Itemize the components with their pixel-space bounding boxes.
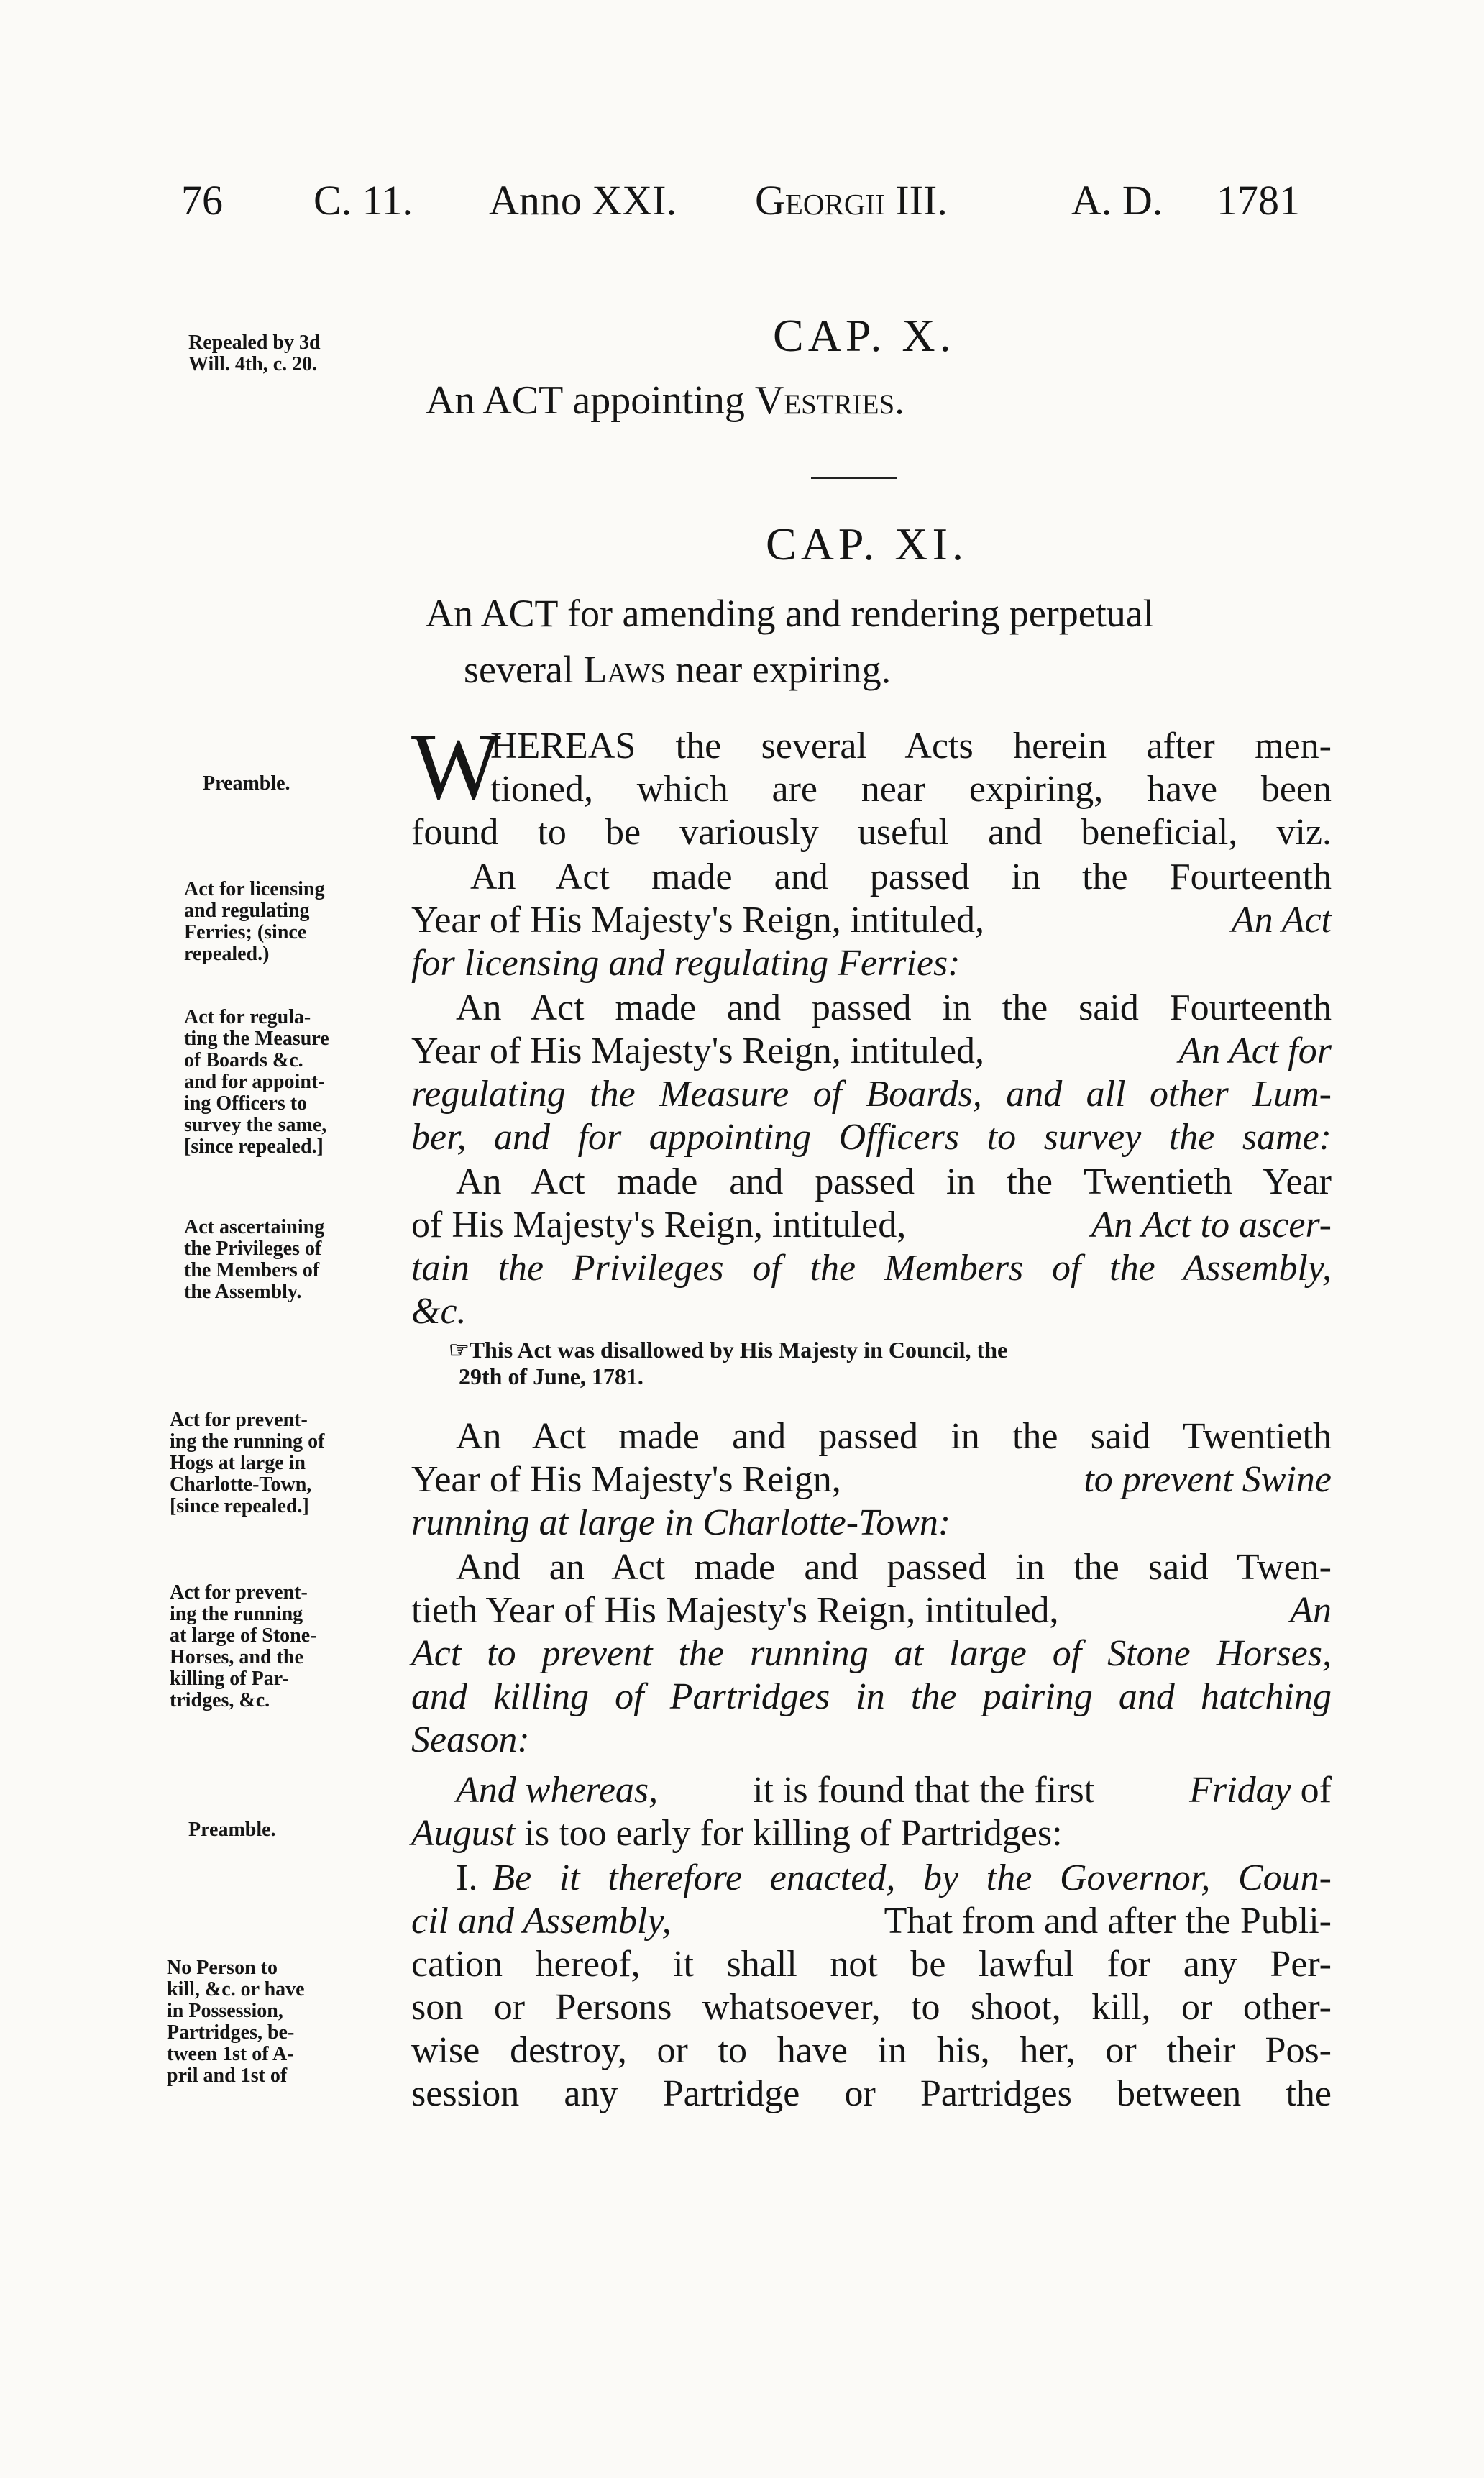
margin-ferries bbox=[184, 879, 324, 965]
act-line bbox=[411, 1204, 1332, 1246]
margin-line: Ferries; (since bbox=[184, 921, 307, 943]
text: Year of His Majesty's Reign, intituled, bbox=[411, 1030, 985, 1071]
act-line: Season: bbox=[411, 1719, 530, 1760]
margin-line: tween 1st of A- bbox=[167, 2043, 294, 2065]
margin-preamble-2: Preamble. bbox=[188, 1819, 276, 1841]
cap-xi-heading: CAP. XI. bbox=[766, 518, 968, 570]
act-line: ber, and for appointing Officers to survey the same: bbox=[411, 1117, 1332, 1158]
body-text bbox=[411, 0, 1332, 2478]
margin-line: the Members of bbox=[184, 1259, 320, 1281]
act-line: An Act made and passed in the said Fourteenth bbox=[456, 987, 1332, 1028]
year: 1781 bbox=[1217, 177, 1300, 224]
margin-line: Act ascertaining bbox=[184, 1216, 325, 1238]
margin-line: repealed.) bbox=[184, 943, 270, 965]
margin-line: Horses, and the bbox=[170, 1646, 303, 1668]
margin-line: survey the same, bbox=[184, 1114, 327, 1136]
margin-line: Hogs at large in bbox=[170, 1452, 306, 1474]
margin-line: killing of Par- bbox=[170, 1668, 289, 1690]
margin-line: the Privileges of bbox=[184, 1238, 322, 1260]
title-text: several bbox=[464, 648, 574, 691]
margin-line: [since repealed.] bbox=[170, 1495, 309, 1517]
margin-line: ing the running bbox=[170, 1603, 303, 1625]
italic-text: cil and Assembly, bbox=[411, 1901, 672, 1942]
italic-text: An bbox=[1290, 1590, 1332, 1631]
act-line: for licensing and regulating Ferries: bbox=[411, 943, 961, 984]
text: I. bbox=[456, 1857, 478, 1898]
italic-text: An Act bbox=[1231, 900, 1332, 941]
text: Year of His Majesty's Reign, intituled, bbox=[411, 900, 985, 941]
footnote-line: ☞This Act was disallowed by His Majesty in Council, the bbox=[449, 1337, 1008, 1363]
act-line: tain the Privileges of the Members of the Assembly, bbox=[411, 1248, 1332, 1289]
act-line: &c. bbox=[411, 1291, 467, 1332]
margin-line: and for appoint- bbox=[184, 1071, 325, 1093]
margin-line: Act for prevent- bbox=[170, 1409, 308, 1431]
margin-line: ing Officers to bbox=[184, 1092, 308, 1115]
italic-text: Be it therefore enacted, by the Governor, Coun- bbox=[492, 1857, 1332, 1898]
margin-assembly bbox=[184, 1217, 324, 1303]
act-line: And an Act made and passed in the said Twen- bbox=[456, 1547, 1332, 1588]
italic-text: An Act to ascer- bbox=[1091, 1204, 1332, 1245]
cap-x-heading: CAP. X. bbox=[773, 310, 956, 361]
enact-line: wise destroy, or to have in his, her, or their Pos- bbox=[411, 2030, 1332, 2071]
margin-line: Charlotte-Town, bbox=[170, 1473, 312, 1496]
margin-line: Act for licensing bbox=[184, 878, 325, 900]
italic-text: to prevent Swine bbox=[1084, 1459, 1332, 1500]
margin-line: Repealed by 3d bbox=[188, 332, 321, 354]
preamble-line: HEREAS the several Acts herein after men- bbox=[490, 726, 1332, 767]
act-line: regulating the Measure of Boards, and all other Lum- bbox=[411, 1074, 1332, 1115]
enact-line bbox=[411, 1900, 1332, 1942]
margin-line: and regulating bbox=[184, 900, 310, 922]
chapter-ref: C. 11. bbox=[313, 177, 413, 224]
act-line: Act to prevent the running at large of Stone Horses, bbox=[411, 1633, 1332, 1674]
act-line: running at large in Charlotte-Town: bbox=[411, 1502, 951, 1543]
margin-no-person bbox=[167, 1957, 305, 2087]
title-smallcaps: Laws bbox=[583, 648, 666, 691]
margin-line: Will. 4th, c. 20. bbox=[188, 353, 318, 375]
reign: Georgii III. bbox=[755, 177, 948, 224]
margin-line: ting the Measure bbox=[184, 1028, 329, 1050]
margin-line: Partridges, be- bbox=[167, 2021, 295, 2044]
enact-line bbox=[456, 1857, 1332, 1899]
preamble-line: tioned, which are near expiring, have been bbox=[490, 769, 1332, 810]
act-line bbox=[411, 1030, 1332, 1072]
margin-line: Act for regula- bbox=[184, 1006, 311, 1028]
text: That from and after the Publi- bbox=[884, 1901, 1332, 1942]
anno-domini: A. D. bbox=[1071, 177, 1163, 224]
text: is too early for killing of Partridges: bbox=[524, 1813, 1063, 1854]
margin-line: ing the running of bbox=[170, 1430, 325, 1453]
act-line bbox=[411, 899, 1332, 941]
act-line: and killing of Partridges in the pairing and hatching bbox=[411, 1676, 1332, 1717]
italic-text: An Act for bbox=[1178, 1030, 1332, 1071]
page-number: 76 bbox=[181, 177, 223, 224]
drop-cap: W bbox=[411, 713, 501, 819]
margin-line: the Assembly. bbox=[184, 1281, 302, 1303]
title-text: An ACT appointing bbox=[426, 378, 745, 423]
enact-line: cation hereof, it shall not be lawful for any Per- bbox=[411, 1944, 1332, 1985]
text: of bbox=[1300, 1770, 1332, 1811]
whereas-line bbox=[456, 1769, 1332, 1811]
italic-text: Friday bbox=[1189, 1770, 1291, 1811]
text: tieth Year of His Majesty's Reign, intituled, bbox=[411, 1590, 1059, 1631]
margin-line: kill, &c. or have bbox=[167, 1978, 305, 2001]
act-line: An Act made and passed in the Fourteenth bbox=[470, 856, 1332, 897]
enact-line: session any Partridge or Partridges between the bbox=[411, 2073, 1332, 2114]
margin-stone-horses bbox=[170, 1582, 317, 1711]
preamble-line: found to be variously useful and beneficial, viz. bbox=[411, 812, 1332, 853]
margin-line: [since repealed.] bbox=[184, 1135, 324, 1158]
italic-text: And whereas, bbox=[456, 1770, 659, 1811]
margin-line: at large of Stone- bbox=[170, 1624, 317, 1647]
margin-line: tridges, &c. bbox=[170, 1689, 270, 1711]
enact-line: son or Persons whatsoever, to shoot, kill, or other- bbox=[411, 1987, 1332, 2028]
margin-line: in Possession, bbox=[167, 2000, 283, 2022]
title-text: near expiring. bbox=[675, 648, 892, 691]
margin-line: pril and 1st of bbox=[167, 2065, 288, 2087]
footnote-line: 29th of June, 1781. bbox=[459, 1363, 643, 1389]
act-line bbox=[411, 1458, 1332, 1501]
margin-preamble: Preamble. bbox=[203, 772, 290, 795]
italic-text: August bbox=[411, 1813, 516, 1854]
anno: Anno XXI. bbox=[489, 177, 677, 224]
act-line: An Act made and passed in the said Twentieth bbox=[456, 1416, 1332, 1457]
text: of His Majesty's Reign, intituled, bbox=[411, 1204, 907, 1245]
act-line: An Act made and passed in the Twentieth Year bbox=[456, 1161, 1332, 1202]
footnote bbox=[449, 1336, 1007, 1390]
text: Year of His Majesty's Reign, bbox=[411, 1459, 841, 1500]
margin-line: Act for prevent- bbox=[170, 1581, 308, 1604]
cap-xi-title-line1: An ACT for amending and rendering perpetual bbox=[426, 592, 1154, 635]
cap-x-margin-note bbox=[188, 332, 321, 375]
whereas-line bbox=[411, 1812, 1063, 1855]
title-smallcaps: Vestries. bbox=[754, 378, 905, 423]
margin-line: No Person to bbox=[167, 1957, 278, 1979]
text: it is found that the first bbox=[753, 1770, 1095, 1811]
margin-boards bbox=[184, 1007, 329, 1158]
act-line bbox=[411, 1589, 1332, 1632]
margin-hogs bbox=[170, 1409, 325, 1517]
margin-line: of Boards &c. bbox=[184, 1049, 303, 1071]
